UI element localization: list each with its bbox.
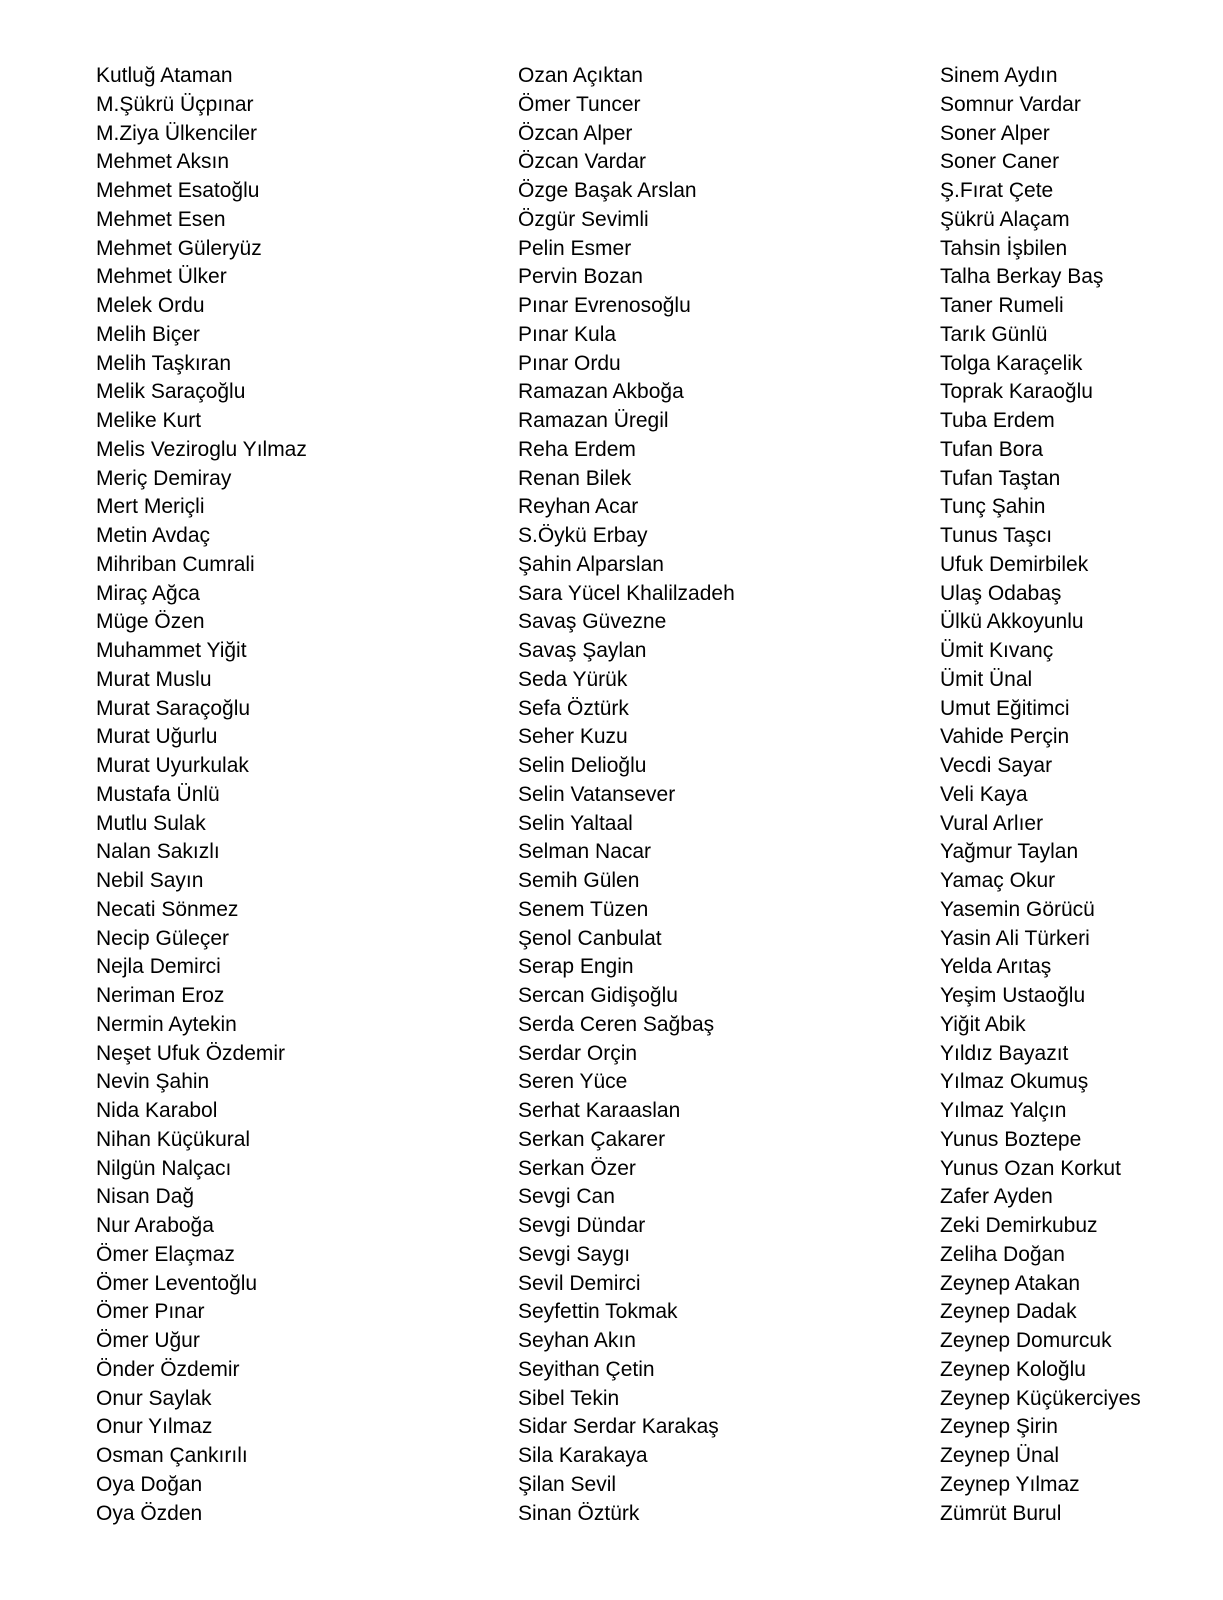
name-entry: Sevil Demirci <box>518 1271 641 1295</box>
name-entry: Zeki Demirkubuz <box>940 1214 1098 1237</box>
name-entry: Tahsin İşbilen <box>940 236 1068 260</box>
name-entry: Mihriban Cumrali <box>96 552 255 576</box>
name-entry: Tunus Taşcı <box>940 524 1053 547</box>
name-entry: Mehmet Aksın <box>96 150 230 174</box>
name-entry: Sefa Öztürk <box>518 696 629 720</box>
name-entry: Selin Delioğlu <box>518 754 647 777</box>
name-entry: Melik Saraçoğlu <box>96 380 246 404</box>
name-entry: Talha Berkay Baş <box>940 265 1104 289</box>
name-entry: Sevgi Dündar <box>518 1214 646 1237</box>
name-entry: Vecdi Sayar <box>940 754 1053 777</box>
name-entry: Mehmet Güleryüz <box>96 236 262 260</box>
name-entry: Reyhan Acar <box>518 495 639 519</box>
name-entry: Necati Sönmez <box>96 897 239 921</box>
name-entry: Nejla Demirci <box>96 955 221 979</box>
name-entry: Tolga Karaçelik <box>940 351 1083 375</box>
name-entry: Yelda Arıtaş <box>940 955 1052 979</box>
name-entry: Ramazan Üregil <box>518 409 669 432</box>
name-entry: Ümit Kıvanç <box>940 639 1054 662</box>
name-entry: Sevgi Saygı <box>518 1242 631 1266</box>
name-entry: Serdar Orçin <box>518 1041 638 1065</box>
name-entry: Şükrü Alaçam <box>940 207 1070 231</box>
name-entry: Neriman Eroz <box>96 984 225 1007</box>
name-entry: Serda Ceren Sağbaş <box>518 1012 715 1036</box>
name-entry: Özcan Vardar <box>518 150 646 174</box>
name-entry: Serhat Karaaslan <box>518 1099 681 1122</box>
name-entry: Müge Özen <box>96 610 205 634</box>
name-entry: Nilgün Nalçacı <box>96 1156 232 1180</box>
name-entry: Pınar Ordu <box>518 351 621 375</box>
name-entry: Melek Ordu <box>96 294 205 317</box>
name-entry: Zeliha Doğan <box>940 1242 1065 1266</box>
name-entry: Pervin Bozan <box>518 265 643 289</box>
name-column-3 <box>940 62 1141 1528</box>
name-entry: Vahide Perçin <box>940 725 1070 749</box>
name-entry: M.Şükrü Üçpınar <box>96 92 254 116</box>
name-entry: Mehmet Esen <box>96 207 226 231</box>
name-entry: Şenol Canbulat <box>518 926 662 950</box>
name-entry: Soner Alper <box>940 121 1050 145</box>
name-entry: Nermin Aytekin <box>96 1012 237 1036</box>
name-entry: Oya Doğan <box>96 1472 203 1496</box>
name-entry: Zeynep Ünal <box>940 1444 1060 1467</box>
name-column-2 <box>518 62 735 1528</box>
name-entry: S.Öykü Erbay <box>518 524 648 547</box>
name-entry: Serap Engin <box>518 955 634 979</box>
name-entry: Sidar Serdar Karakaş <box>518 1415 719 1439</box>
name-entry: Zeynep Koloğlu <box>940 1357 1086 1381</box>
name-entry: Özcan Alper <box>518 121 633 145</box>
name-entry: Muhammet Yiğit <box>96 639 247 662</box>
name-entry: Meriç Demiray <box>96 466 232 490</box>
name-entry: Serkan Çakarer <box>518 1127 666 1151</box>
name-entry: Yılmaz Okumuş <box>940 1070 1089 1094</box>
name-entry: Reha Erdem <box>518 437 636 461</box>
name-entry: Savaş Güvezne <box>518 610 667 634</box>
name-entry: Mutlu Sulak <box>96 811 206 835</box>
name-entry: Ozan Açıktan <box>518 64 643 87</box>
name-entry: Seda Yürük <box>518 667 628 691</box>
name-entry: Yeşim Ustaoğlu <box>940 984 1086 1007</box>
name-entry: Seher Kuzu <box>518 725 628 749</box>
name-entry: Nebil Sayın <box>96 869 204 892</box>
name-entry: Sinem Aydın <box>940 64 1058 87</box>
name-entry: Pınar Evrenosoğlu <box>518 294 691 317</box>
name-entry: Onur Saylak <box>96 1386 212 1410</box>
name-entry: Semih Gülen <box>518 869 640 892</box>
name-entry: Vural Arlıer <box>940 811 1044 835</box>
name-entry: Zeynep Atakan <box>940 1271 1081 1295</box>
name-entry: Mehmet Esatoğlu <box>96 179 260 202</box>
name-entry: Yunus Boztepe <box>940 1127 1082 1151</box>
name-entry: Yasemin Görücü <box>940 897 1095 921</box>
name-entry: Mert Meriçli <box>96 495 205 519</box>
name-entry: Serkan Özer <box>518 1156 636 1180</box>
name-entry: Melih Taşkıran <box>96 351 232 375</box>
name-entry: Yılmaz Yalçın <box>940 1099 1067 1122</box>
name-entry: Melike Kurt <box>96 409 202 432</box>
name-entry: Senem Tüzen <box>518 897 649 921</box>
name-entry: Ramazan Akboğa <box>518 380 684 404</box>
name-entry: Soner Caner <box>940 150 1060 174</box>
name-entry: Mustafa Ünlü <box>96 782 220 806</box>
name-entry: Yiğit Abik <box>940 1012 1026 1036</box>
name-entry: Zeynep Yılmaz <box>940 1472 1080 1496</box>
name-entry: Ş.Fırat Çete <box>940 179 1054 202</box>
name-entry: Ulaş Odabaş <box>940 581 1062 605</box>
name-entry: Selin Yaltaal <box>518 811 633 835</box>
name-entry: M.Ziya Ülkenciler <box>96 121 258 145</box>
name-entry: Melis Veziroglu Yılmaz <box>96 437 307 461</box>
name-entry: Onur Yılmaz <box>96 1415 213 1439</box>
name-entry: Seren Yüce <box>518 1070 628 1094</box>
name-entry: Murat Uğurlu <box>96 725 218 749</box>
name-entry: Seyithan Çetin <box>518 1357 655 1381</box>
name-entry: Selin Vatansever <box>518 782 676 806</box>
name-entry: Miraç Ağca <box>96 581 200 605</box>
name-entry: Savaş Şaylan <box>518 639 647 662</box>
name-entry: Osman Çankırılı <box>96 1444 248 1467</box>
name-entry: Metin Avdaç <box>96 524 211 547</box>
name-entry: Nihan Küçükural <box>96 1127 251 1151</box>
name-entry: Sinan Öztürk <box>518 1501 640 1525</box>
name-entry: Ömer Leventoğlu <box>96 1271 258 1295</box>
name-entry: Renan Bilek <box>518 466 632 490</box>
name-entry: Zeynep Domurcuk <box>940 1329 1112 1352</box>
name-entry: Neşet Ufuk Özdemir <box>96 1041 286 1065</box>
name-entry: Önder Özdemir <box>96 1357 240 1381</box>
name-entry: Kutluğ Ataman <box>96 64 233 87</box>
name-entry: Tunç Şahin <box>940 495 1046 519</box>
name-entry: Ufuk Demirbilek <box>940 552 1089 576</box>
name-entry: Özgür Sevimli <box>518 207 649 231</box>
name-entry: Şahin Alparslan <box>518 552 664 576</box>
name-entry: Murat Muslu <box>96 667 212 691</box>
name-entry: Zafer Ayden <box>940 1185 1053 1209</box>
name-entry: Veli Kaya <box>940 782 1028 806</box>
name-entry: Nevin Şahin <box>96 1070 210 1094</box>
name-entry: Tufan Bora <box>940 437 1044 461</box>
name-entry: Necip Güleçer <box>96 926 230 950</box>
name-entry: Tuba Erdem <box>940 409 1055 432</box>
name-entry: Zeynep Dadak <box>940 1300 1077 1324</box>
name-entry: Nur Araboğa <box>96 1214 214 1237</box>
name-column-1 <box>96 62 307 1528</box>
name-entry: Murat Saraçoğlu <box>96 696 251 720</box>
name-entry: Ömer Elaçmaz <box>96 1242 235 1266</box>
name-entry: Taner Rumeli <box>940 294 1064 317</box>
name-entry: Umut Eğitimci <box>940 696 1070 720</box>
name-entry: Seyhan Akın <box>518 1329 636 1352</box>
name-entry: Pınar Kula <box>518 322 617 346</box>
name-entry: Ülkü Akkoyunlu <box>940 610 1084 634</box>
name-entry: Sevgi Can <box>518 1185 615 1209</box>
name-entry: Oya Özden <box>96 1501 203 1525</box>
name-entry: Seyfettin Tokmak <box>518 1300 678 1324</box>
name-entry: Tufan Taştan <box>940 466 1061 490</box>
name-entry: Pelin Esmer <box>518 236 632 260</box>
name-entry: Yasin Ali Türkeri <box>940 926 1090 950</box>
name-entry: Ümit Ünal <box>940 667 1033 691</box>
name-entry: Murat Uyurkulak <box>96 754 249 777</box>
name-entry: Nida Karabol <box>96 1099 218 1122</box>
name-entry: Ömer Uğur <box>96 1329 200 1352</box>
name-entry: Selman Nacar <box>518 840 652 864</box>
name-entry: Yunus Ozan Korkut <box>940 1156 1121 1180</box>
name-entry: Sila Karakaya <box>518 1444 648 1467</box>
name-entry: Nalan Sakızlı <box>96 840 220 864</box>
name-entry: Sibel Tekin <box>518 1386 620 1410</box>
name-entry: Ömer Pınar <box>96 1300 205 1324</box>
name-entry: Nisan Dağ <box>96 1185 195 1209</box>
name-entry: Zümrüt Burul <box>940 1501 1062 1525</box>
name-entry: Zeynep Küçükerciyes <box>940 1386 1141 1410</box>
name-entry: Sercan Gidişoğlu <box>518 984 678 1007</box>
name-entry: Mehmet Ülker <box>96 265 227 289</box>
name-entry: Toprak Karaoğlu <box>940 380 1093 404</box>
name-entry: Yıldız Bayazıt <box>940 1041 1069 1065</box>
name-entry: Yamaç Okur <box>940 869 1056 892</box>
name-entry: Ömer Tuncer <box>518 92 641 116</box>
name-entry: Yağmur Taylan <box>940 840 1079 864</box>
name-entry: Somnur Vardar <box>940 92 1081 116</box>
name-entry: Şilan Sevil <box>518 1472 617 1496</box>
name-entry: Melih Biçer <box>96 322 200 346</box>
name-entry: Özge Başak Arslan <box>518 179 697 202</box>
name-entry: Zeynep Şirin <box>940 1415 1058 1439</box>
name-entry: Tarık Günlü <box>940 322 1048 346</box>
name-entry: Sara Yücel Khalilzadeh <box>518 581 735 605</box>
